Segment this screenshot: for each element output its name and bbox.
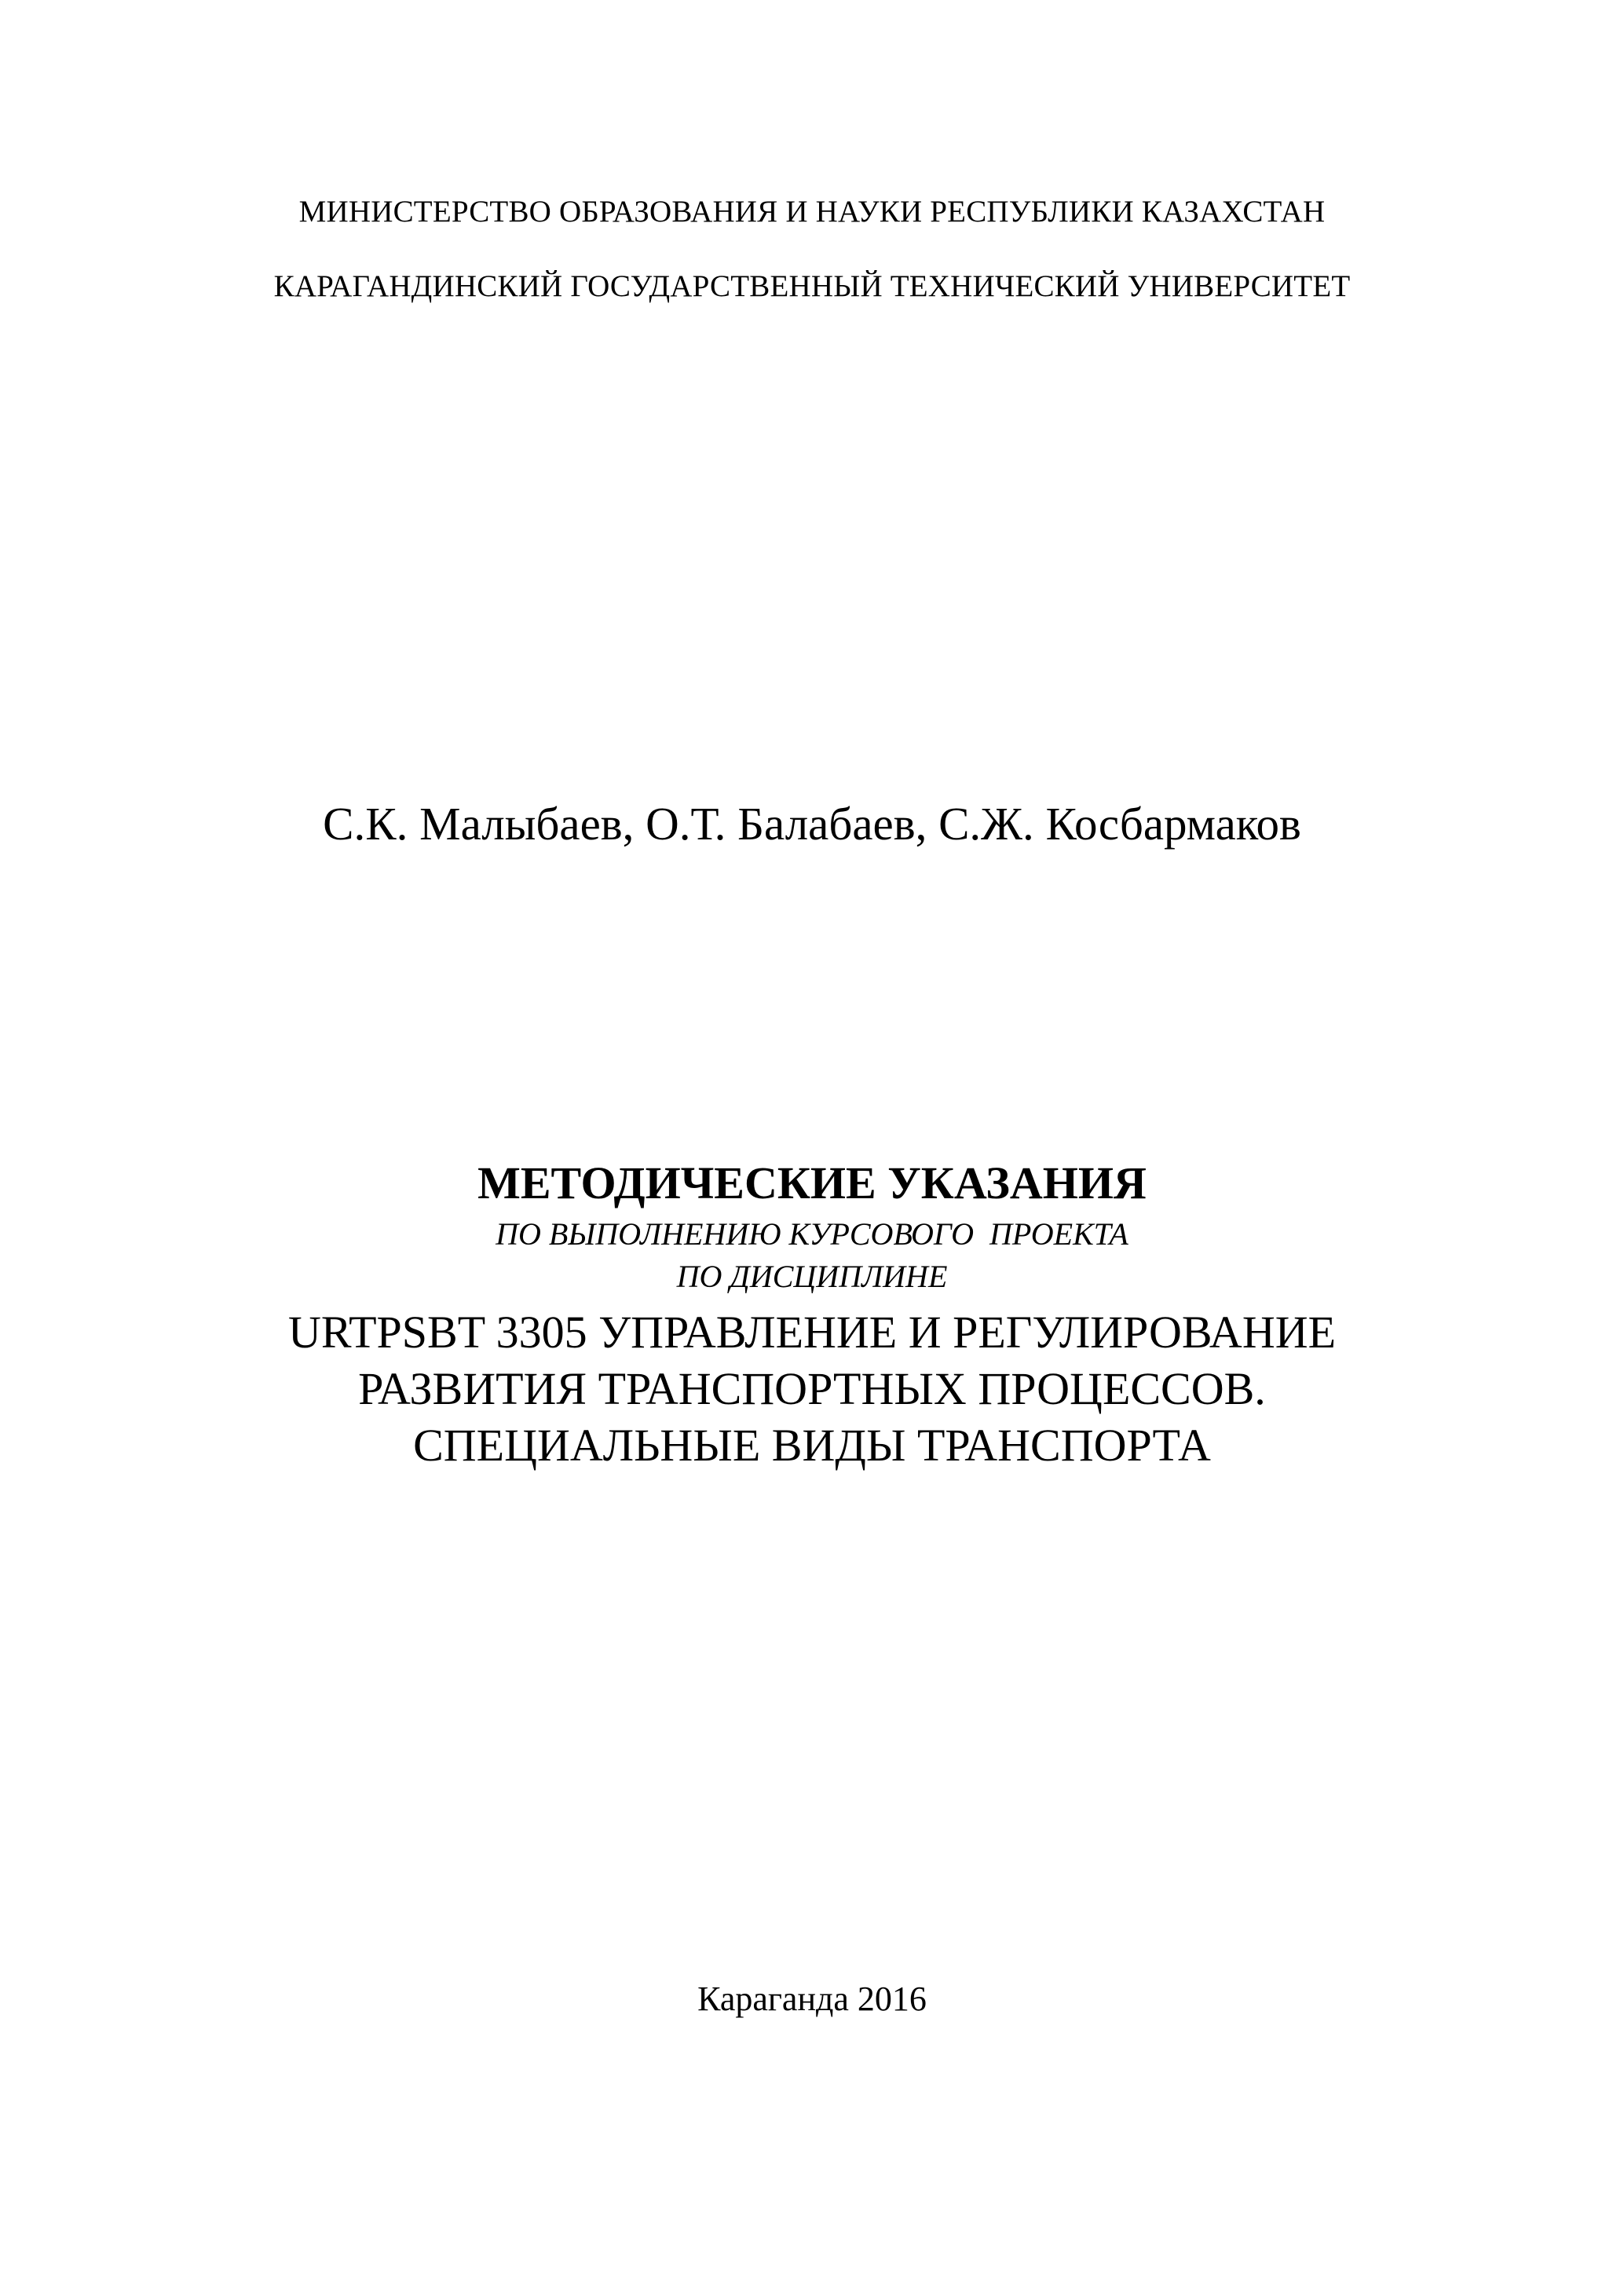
document-type-title: МЕТОДИЧЕСКИЕ УКАЗАНИЯ — [477, 1157, 1147, 1208]
city-year: Караганда 2016 — [697, 1980, 927, 2018]
university-name: КАРАГАНДИНСКИЙ ГОСУДАРСТВЕННЫЙ ТЕХНИЧЕСКИЙ УНИВЕРСИТЕТ — [273, 269, 1351, 303]
course-title-line-2: РАЗВИТИЯ ТРАНСПОРТНЫХ ПРОЦЕССОВ. — [358, 1363, 1266, 1414]
subtitle-line-1: ПО ВЫПОЛНЕНИЮ КУРСОВОГО ПРОЕКТА — [496, 1216, 1128, 1252]
subtitle-line-2: ПО ДИСЦИПЛИНЕ — [676, 1259, 948, 1294]
authors: С.К. Малыбаев, О.Т. Балабаев, С.Ж. Косбармаков — [323, 798, 1301, 850]
ministry-name: МИНИСТЕРСТВО ОБРАЗОВАНИЯ И НАУКИ РЕСПУБЛИКИ КАЗАХСТАН — [298, 195, 1326, 229]
course-title-line-3: СПЕЦИАЛЬНЫЕ ВИДЫ ТРАНСПОРТА — [413, 1420, 1211, 1471]
course-title-line-1: URTPSBT 3305 УПРАВЛЕНИЕ И РЕГУЛИРОВАНИЕ — [287, 1307, 1337, 1358]
